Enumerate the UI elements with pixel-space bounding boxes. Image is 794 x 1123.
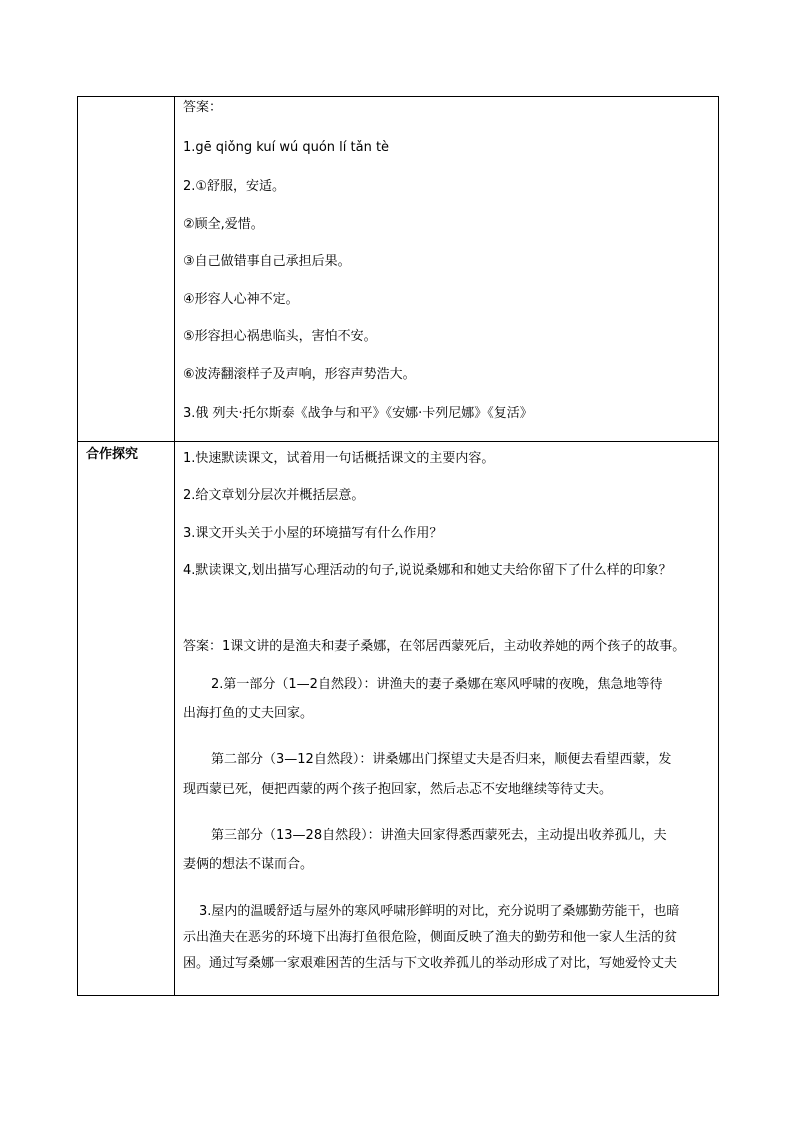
question-2: 2.给文章划分层次并概括层意。	[183, 488, 365, 503]
cooperation-content-cell	[175, 442, 719, 996]
answer-1-pinyin: 1.gē qiǒng kuí wú quón lí tǎn tè	[183, 140, 390, 155]
answer-row-label	[78, 97, 174, 101]
answer-2-item-3: ③自己做错事自己承担后果。	[183, 254, 351, 269]
answer-3-author: 3.俄 列夫·托尔斯泰《战争与和平》《安娜·卡列尼娜》《复活》	[183, 406, 533, 421]
answer-3-line-1: 3.屋内的温暖舒适与屋外的寒风呼啸形鲜明的对比，充分说明了桑娜勤劳能干，也暗	[199, 904, 680, 919]
part-3-line-2: 妻俩的想法不谋而合。	[183, 857, 314, 872]
cooperation-label: 合作探究	[86, 447, 139, 462]
lesson-table	[77, 96, 719, 996]
answer-2-item-5: ⑤形容担心祸患临头，害怕不安。	[183, 329, 377, 344]
answer-3-line-2: 示出渔夫在恶劣的环境下出海打鱼很危险，侧面反映了渔夫的勤劳和他一家人生活的贫	[183, 930, 678, 945]
answer-1: 答案：1课文讲的是渔夫和妻子桑娜，在邻居西蒙死后，主动收养她的两个孩子的故事。	[183, 639, 686, 654]
part-2-line-1: 第二部分（3—12自然段）：讲桑娜出门探望丈夫是否归来，顺便去看望西蒙，发	[211, 752, 672, 767]
answer-3-line-3: 困。通过写桑娜一家艰难困苦的生活与下文收养孤儿的举动形成了对比，写她爱怜丈夫	[183, 956, 678, 971]
answer-2-item-4: ④形容人心神不定。	[183, 292, 299, 307]
answer-row-content-cell	[175, 97, 719, 442]
answer-row-label-cell	[78, 97, 175, 442]
answer-2-item-6: ⑥波涛翻滚样子及声响，形容声势浩大。	[183, 367, 416, 382]
answer-2-line-1: 2.第一部分（1—2自然段）：讲渔夫的妻子桑娜在寒风呼啸的夜晚，焦急地等待	[211, 677, 663, 692]
question-4: 4.默读课文,划出描写心理活动的句子,说说桑娜和和她丈夫给你留下了什么样的印象？	[183, 563, 672, 578]
answer-2-line-2: 出海打鱼的丈夫回家。	[183, 706, 314, 721]
part-3-line-1: 第三部分（13—28自然段）：讲渔夫回家得悉西蒙死去，主动提出收养孤儿，夫	[211, 828, 667, 843]
part-2-line-2: 现西蒙已死，便把西蒙的两个孩子抱回家，然后忐忑不安地继续等待丈夫。	[183, 782, 613, 797]
answer-row	[78, 97, 719, 442]
question-1: 1.快速默读课文，试着用一句话概括课文的主要内容。	[183, 451, 495, 466]
cooperation-row	[78, 442, 719, 996]
answer-2-item-2: ②顾全,爱惜。	[183, 217, 264, 232]
answer-2-item-1: 2.①舒服，安适。	[183, 179, 286, 194]
answer-heading: 答案：	[183, 100, 223, 115]
question-3: 3.课文开头关于小屋的环境描写有什么作用？	[183, 526, 443, 541]
cooperation-label-cell	[78, 442, 175, 996]
